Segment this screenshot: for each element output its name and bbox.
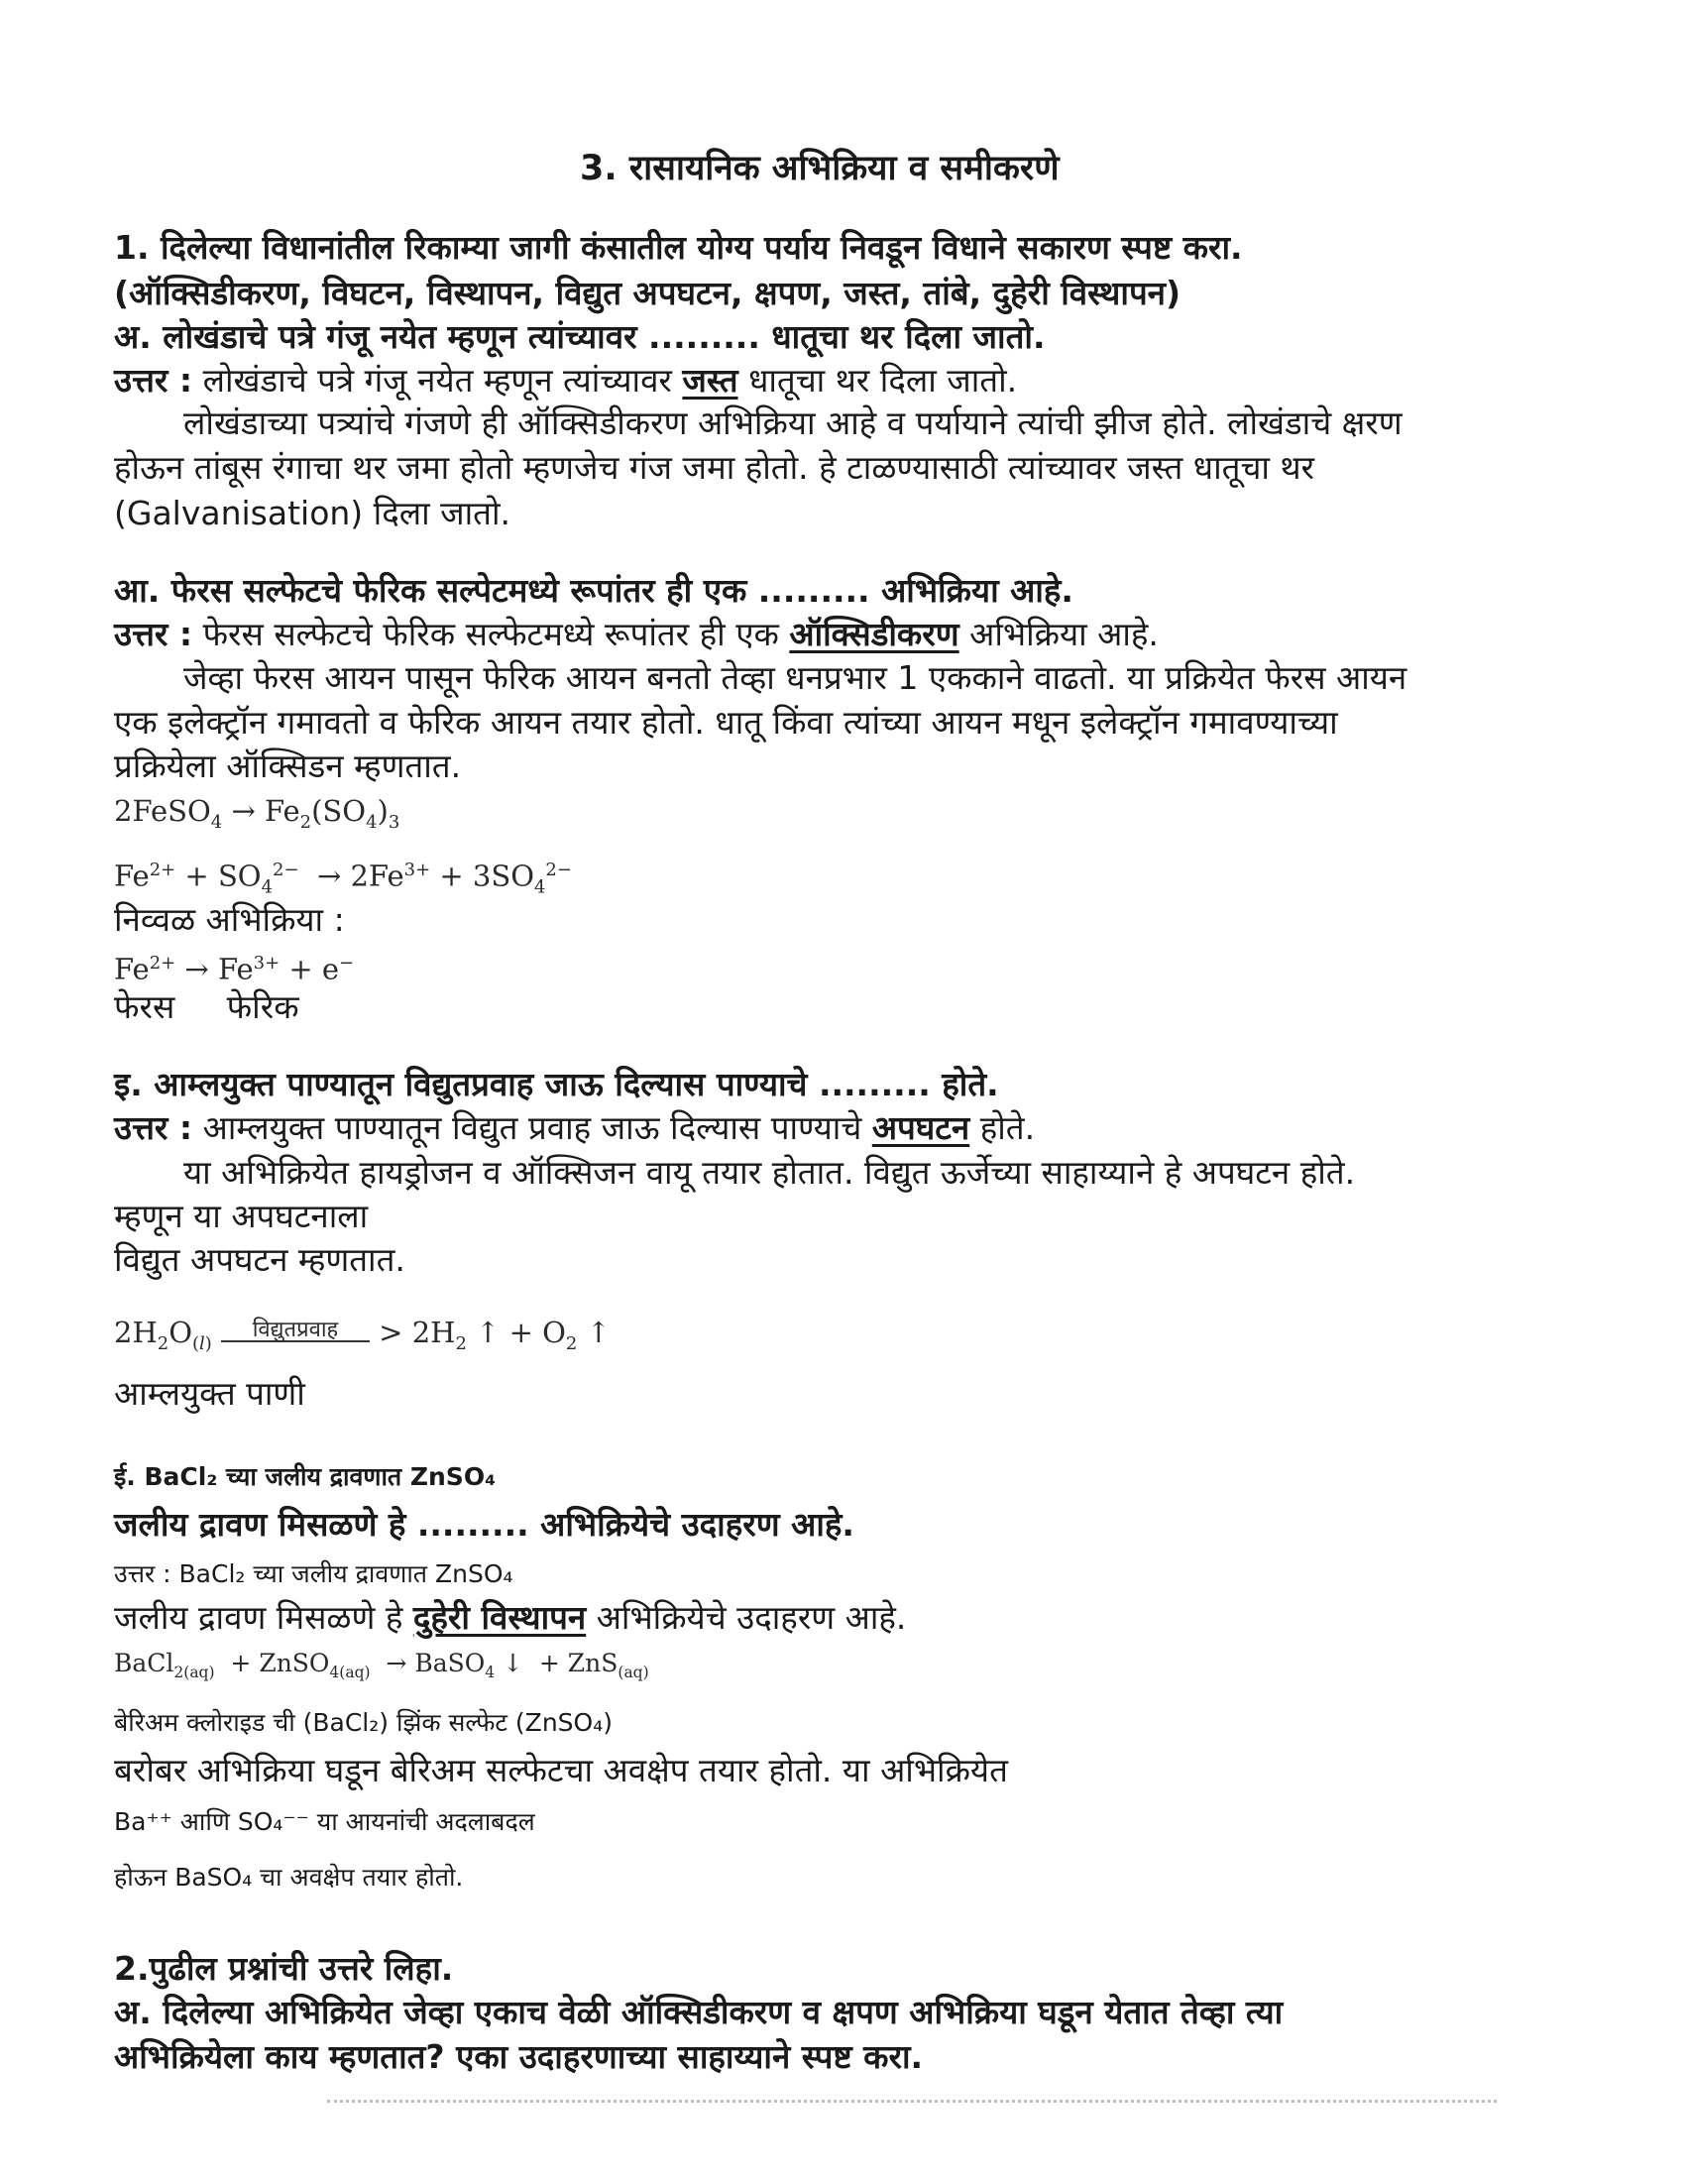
- equation-ionic: $Fe^{2+} + SO_4^{2-} \to 2Fe^{3+} + 3SO_4^{2-}$: [114, 859, 572, 898]
- equation-electrolysis: $2H_2O_{(l)}$ विद्युतप्रवाह > $2H_2$ ↑ + $O_2$ ↑: [114, 1311, 611, 1366]
- answer-label: उत्तर :: [114, 615, 193, 653]
- answer-keyword: अपघटन: [871, 1108, 970, 1147]
- qa-explanation-1: लोखंडाच्या पत्र्यांचे गंजणे ही ऑक्सिडीकरण अभिक्रिया आहे व पर्यायाने त्यांची झीज होते. लोखंडाचे क्षरण: [183, 403, 1403, 442]
- answer-keyword: ऑक्सिडीकरण: [789, 615, 959, 653]
- acid-water-label: आम्लयुक्त पाणी: [114, 1374, 305, 1413]
- qaa-explanation-3: प्रक्रियेला ऑक्सिडन म्हणतात.: [114, 747, 462, 785]
- q2-heading: 2.पुढील प्रश्नांची उत्तरे लिहा.: [114, 1949, 454, 1988]
- qi-explanation-1: या अभिक्रियेत हायड्रोजन व ऑक्सिजन वायू तयार होतात. विद्युत ऊर्जेच्या साहाय्याने हे अपघटन होते.: [183, 1153, 1356, 1192]
- qii-question-part1: ई. BaCl₂ च्या जलीय द्रावणात ZnSO₄: [114, 1462, 497, 1491]
- qaa-answer: [114, 613, 1159, 656]
- answer-text: फेरस सल्फेटचे फेरिक सल्फेटमध्ये रूपांतर ही एक: [202, 615, 779, 653]
- qa-explanation-2: होऊन तांबूस रंगाचा थर जमा होतो म्हणजेच गंज जमा होतो. हे टाळण्यासाठी त्यांच्यावर जस्त धातूचा थर: [114, 448, 1315, 487]
- qi-answer: [114, 1106, 1035, 1150]
- qi-explanation-3: विद्युत अपघटन म्हणतात.: [114, 1240, 405, 1279]
- arrow-with-label: [221, 1318, 370, 1342]
- equation-ferrous-sulphate: 2FeSO$_4$ → $Fe_2(SO_4)_3$: [114, 794, 400, 833]
- qi-explanation-2: म्हणून या अपघटनाला: [114, 1197, 369, 1235]
- ion-labels: [114, 985, 299, 1029]
- answer-keyword: दुहेरी विस्थापन: [412, 1598, 587, 1637]
- net-reaction-label: निव्वळ अभिक्रिया :: [114, 900, 345, 939]
- ferrous-label: फेरस: [114, 987, 175, 1026]
- answer-label: उत्तर :: [114, 1108, 193, 1147]
- qii-line-small-1: बेरिअम क्लोराइड ची (BaCl₂) झिंक सल्फेट (ZnSO₄): [114, 1708, 613, 1737]
- qa-explanation-3: (Galvanisation) दिला जातो.: [114, 494, 511, 532]
- qaa-explanation-2: एक इलेक्ट्रॉन गमावतो व फेरिक आयन तयार होतो. धातू किंवा त्यांच्या आयन मधून इलेक्ट्रॉन गमावण्याच्या: [114, 703, 1338, 742]
- q1-options: (ऑक्सिडीकरण, विघटन, विस्थापन, विद्युत अपघटन, क्षपण, जस्त, तांबे, दुहेरी विस्थापन): [114, 274, 1182, 312]
- qaa-explanation-1: जेव्हा फेरस आयन पासून फेरिक आयन बनतो तेव्हा धनप्रभार 1 एककाने वाढतो. या प्रक्रियेत फेरस आयन: [183, 658, 1407, 697]
- qa-answer: [114, 359, 1017, 402]
- ferric-label: फेरिक: [226, 987, 299, 1026]
- qii-question-part2: जलीय द्रावण मिसळणे हे ......... अभिक्रियेचे उदाहरण आहे.: [114, 1505, 854, 1544]
- answer-text: धातूचा थर दिला जातो.: [748, 361, 1018, 400]
- arrow-label: विद्युतप्रवाह: [252, 1318, 339, 1342]
- qa-question: अ. लोखंडाचे पत्रे गंजू नयेत म्हणून त्यांच्यावर ......... धातूचा थर दिला जातो.: [114, 317, 1046, 356]
- answer-text: लोखंडाचे पत्रे गंजू नयेत म्हणून त्यांच्यावर: [202, 361, 672, 400]
- answer-text: जलीय द्रावण मिसळणे हे: [114, 1598, 403, 1637]
- qii-line-small-2: Ba⁺⁺ आणि SO₄⁻⁻ या आयनांची अदलाबदल: [114, 1807, 535, 1836]
- answer-keyword: जस्त: [682, 361, 738, 400]
- answer-text: अभिक्रिया आहे.: [969, 615, 1159, 653]
- answer-text: होते.: [979, 1108, 1036, 1147]
- answer-text: आम्लयुक्त पाण्यातून विद्युत प्रवाह जाऊ दिल्यास पाण्याचे: [202, 1108, 862, 1147]
- qii-line-small-3: होऊन BaSO₄ चा अवक्षेप तयार होतो.: [114, 1863, 464, 1892]
- qii-answer-part1: उत्तर : BaCl₂ च्या जलीय द्रावणात ZnSO₄: [114, 1559, 513, 1588]
- qi-question: इ. आम्लयुक्त पाण्यातून विद्युतप्रवाह जाऊ दिल्यास पाण्याचे ......... होते.: [114, 1065, 999, 1103]
- answer-label: उत्तर :: [114, 361, 193, 400]
- equation-double-displacement: BaCl$_{2(aq)}$ + ZnSO$_{4(aq)}$ → BaSO$_4$ ↓ + ZnS$_{(aq)}$: [114, 1649, 649, 1681]
- answer-text: अभिक्रियेचे उदाहरण आहे.: [596, 1598, 907, 1637]
- cut-off-text-line: [327, 2100, 1497, 2111]
- qii-answer-part2: [114, 1596, 906, 1640]
- q2-a-question-1: अ. दिलेल्या अभिक्रियेत जेव्हा एकाच वेळी ऑक्सिडीकरण व क्षपण अभिक्रिया घडून येतात तेव्हा त्या: [114, 1993, 1284, 2031]
- equation-net: $Fe^{2+} \to Fe^{3+} + e^-$: [114, 952, 355, 986]
- page-title: 3. रासायनिक अभिक्रिया व समीकरणे: [580, 149, 1060, 188]
- qaa-question: आ. फेरस सल्फेटचे फेरिक सल्पेटमध्ये रूपांतर ही एक ......... अभिक्रिया आहे.: [114, 571, 1073, 610]
- q2-a-question-2: अभिक्रियेला काय म्हणतात? एका उदाहरणाच्या साहाय्याने स्पष्ट करा.: [114, 2037, 924, 2076]
- q1-heading: 1. दिलेल्या विधानांतील रिकाम्या जागी कंसातील योग्य पर्याय निवडून विधाने सकारण स्पष्ट करा.: [114, 228, 1243, 267]
- qii-explanation-1: बरोबर अभिक्रिया घडून बेरिअम सल्फेटचा अवक्षेप तयार होतो. या अभिक्रियेत: [114, 1751, 1008, 1789]
